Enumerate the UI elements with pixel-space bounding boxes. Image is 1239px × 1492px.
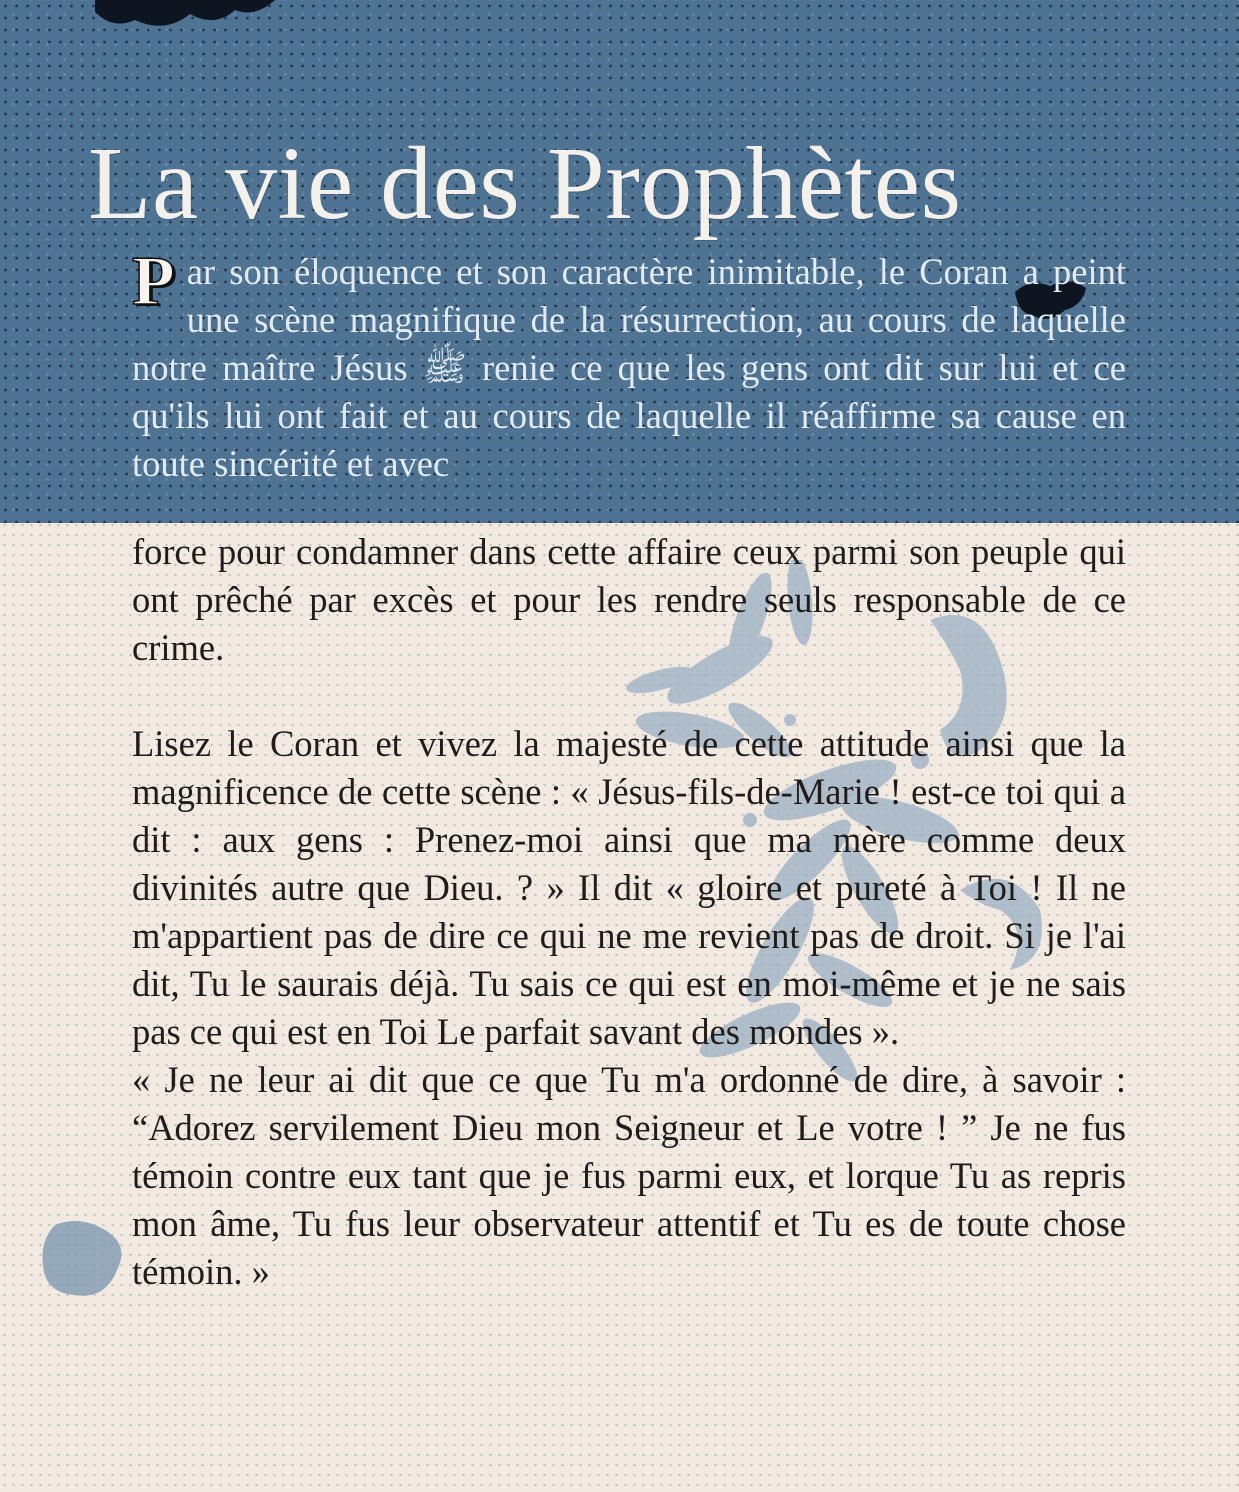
paragraph-quran-scene: Lisez le Coran et vivez la majesté de cette attitude ainsi que la magnificence de cette scène : « Jésus-fils-de-Marie ! est-ce toi qui a dit : aux gens : Prenez-moi ainsi que ma mère comme deux divinités autre que Dieu. ? » Il dit « gloire et pureté à Toi ! Il ne m'appartient pas de dire ce qui ne me revient pas de droit. Si je l'ai dit, Tu le saurais déjà. Tu sais ce qui est en moi-même et je ne sais pas ce qui est en Toi Le parfait savant des mondes ».: [132, 723, 1126, 1052]
page-title: La vie des Prophètes: [88, 126, 962, 241]
drop-cap: P: [132, 248, 175, 320]
ink-blot-top: [95, 0, 275, 40]
paragraph-jesus-answer: « Je ne leur ai dit que ce que Tu m'a ordonné de dire, à savoir : “Adorez servilement Dieu mon Seigneur et Le votre ! ” Je ne fus témoin contre eux tant que je fus parmi eux, et lorque Tu as repris mon âme, Tu fus leur observateur attentif et Tu es de toute chose témoin. »: [132, 1059, 1126, 1292]
intro-text-on-band: [132, 248, 1126, 523]
intro-line-band: ar son éloquence et son caractère inimitable, le Coran a peint une scène magnifique de la résurrection, au cours de laquelle notre maître Jésus ﷺ renie ce que les gens ont dit sur lui et ce qu'ils lui ont fait et au cours de laquelle il réaffirme sa cause en toute sincérité et avec: [132, 251, 1126, 484]
intro-continuation: force pour condamner dans cette affaire ceux parmi son peuple qui ont prêché par excès et pour les rendre seuls responsable de ce crime.: [132, 531, 1126, 668]
ink-stain-left: [35, 1215, 135, 1305]
body-text: [132, 528, 1126, 1296]
